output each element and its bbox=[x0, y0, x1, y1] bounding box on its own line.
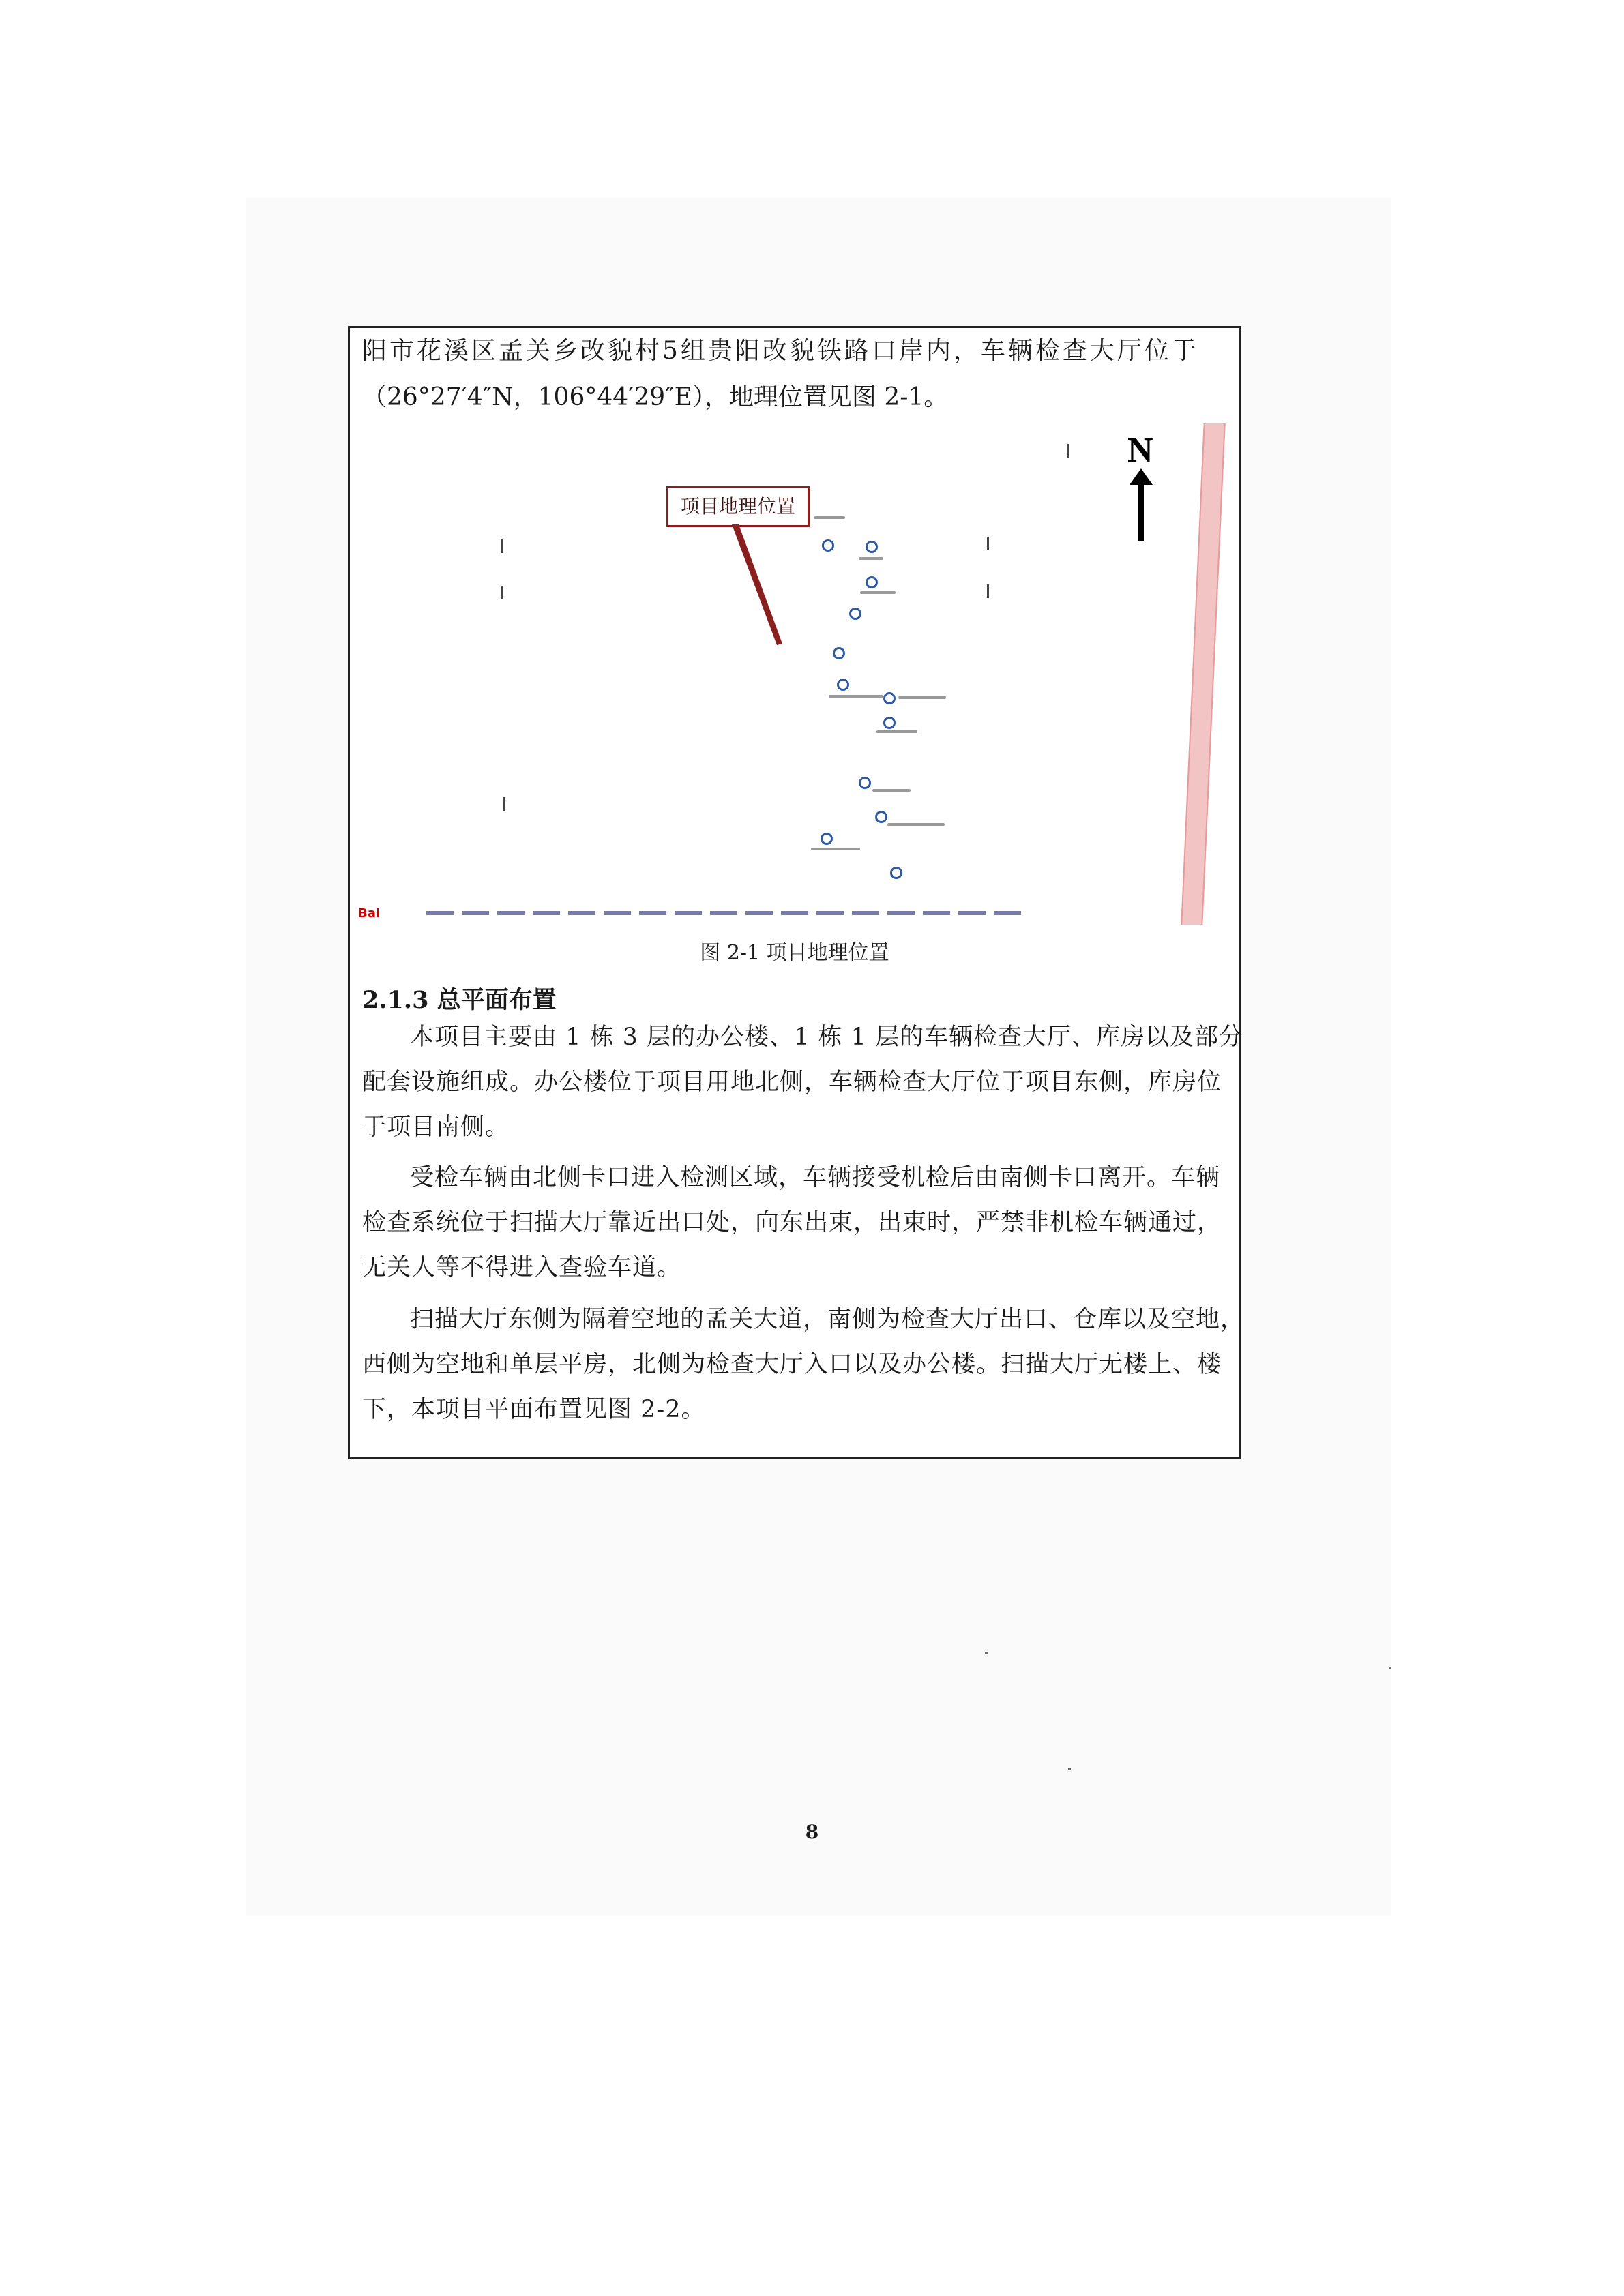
map-text-mark bbox=[811, 848, 860, 850]
paragraph-line: 于项目南侧。 bbox=[362, 1114, 510, 1141]
map-poi-icon bbox=[866, 576, 878, 588]
map-poi-icon bbox=[849, 608, 861, 620]
map-footer-links bbox=[426, 911, 1027, 915]
project-location-label: 项目地理位置 bbox=[666, 486, 810, 527]
map-poi-icon bbox=[822, 539, 834, 552]
intro-line-1: 阳市花溪区孟关乡改貌村5组贵阳改貌铁路口岸内，车辆检查大厅位于 bbox=[362, 337, 1199, 365]
map-poi-icon bbox=[833, 647, 845, 659]
map-text-mark bbox=[814, 516, 845, 519]
map-text-mark bbox=[876, 730, 917, 733]
scan-speck bbox=[1389, 1667, 1391, 1669]
map-text-mark bbox=[859, 557, 883, 560]
section-heading: 2.1.3 总平面布置 bbox=[362, 986, 557, 1014]
scan-speck bbox=[985, 1652, 988, 1654]
content-frame bbox=[348, 326, 1245, 1459]
map-poi-icon bbox=[883, 692, 896, 704]
map-text-mark bbox=[898, 696, 946, 699]
north-arrow-icon bbox=[1138, 479, 1144, 541]
map-text-mark bbox=[860, 591, 896, 594]
map-poi-icon bbox=[883, 717, 896, 729]
location-map bbox=[358, 423, 1234, 925]
paragraph-line: 检查系统位于扫描大厅靠近出口处，向东出束，出束时，严禁非机检车辆通过， bbox=[362, 1209, 1222, 1236]
map-poi-icon bbox=[875, 811, 887, 823]
paragraph-line: 下，本项目平面布置见图 2-2。 bbox=[362, 1396, 706, 1423]
paragraph-line: 扫描大厅东侧为隔着空地的孟关大道，南侧为检查大厅出口、仓库以及空地， bbox=[410, 1306, 1245, 1333]
paragraph-line: 无关人等不得进入查验车道。 bbox=[362, 1254, 682, 1281]
figure-caption: 图 2-1 项目地理位置 bbox=[700, 941, 889, 965]
map-poi-icon bbox=[866, 541, 878, 553]
intro-line-2: （26°27′4″N，106°44′29″E），地理位置见图 2-1。 bbox=[362, 383, 949, 411]
baidu-logo: Bai bbox=[358, 906, 381, 921]
scan-speck bbox=[1068, 1768, 1071, 1770]
map-text-mark bbox=[829, 695, 883, 698]
map-poi-icon bbox=[821, 833, 833, 845]
page-number: 8 bbox=[805, 1821, 819, 1843]
paragraph-3 bbox=[362, 1304, 1245, 1440]
paragraph-line: 受检车辆由北侧卡口进入检测区域，车辆接受机检后由南侧卡口离开。车辆 bbox=[410, 1164, 1221, 1191]
map-text-mark bbox=[872, 789, 911, 792]
map-poi-icon bbox=[837, 679, 849, 691]
map-text-mark bbox=[887, 823, 945, 826]
map-poi-icon bbox=[859, 777, 871, 789]
map-poi-icon bbox=[890, 867, 902, 879]
paragraph-line: 本项目主要由 1 栋 3 层的办公楼、1 栋 1 层的车辆检查大厅、库房以及部分 bbox=[410, 1024, 1243, 1051]
paragraph-line: 配套设施组成。办公楼位于项目用地北侧，车辆检查大厅位于项目东侧，库房位 bbox=[362, 1069, 1222, 1096]
paragraph-2 bbox=[362, 1163, 1227, 1298]
map-footer bbox=[358, 906, 380, 921]
pointer-arrow bbox=[358, 423, 1234, 925]
paragraph-1 bbox=[362, 1022, 1243, 1157]
paragraph-line: 西侧为空地和单层平房，北侧为检查大厅入口以及办公楼。扫描大厅无楼上、楼 bbox=[362, 1351, 1222, 1378]
north-label: N bbox=[1127, 431, 1153, 470]
